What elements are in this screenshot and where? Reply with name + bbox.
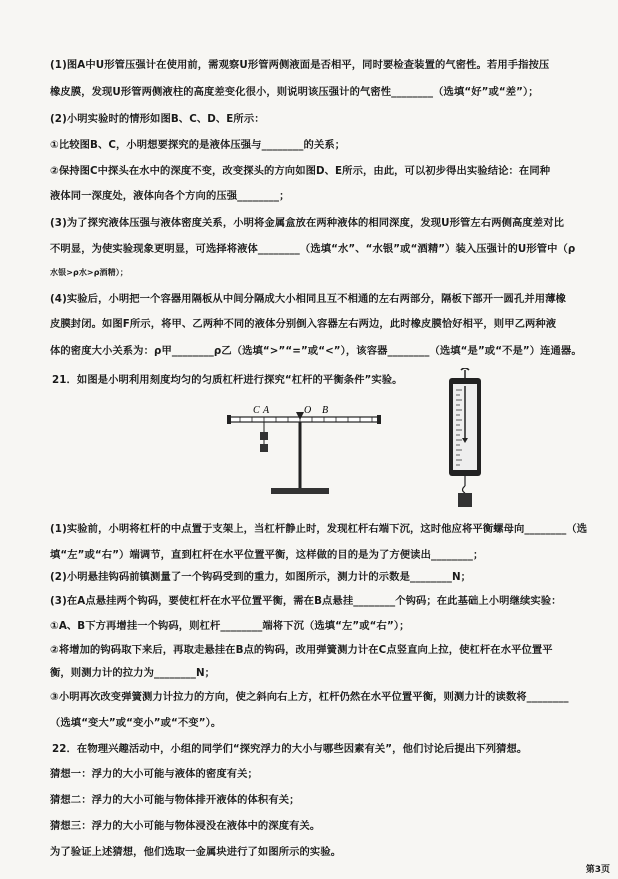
q22-hypothesis-2: 猜想二：浮力的大小可能与物体排开液体的体积有关； bbox=[50, 794, 300, 806]
q20-line-9: 水银>ρ水>ρ酒精）； bbox=[50, 268, 128, 277]
q20-line-7: (3)为了探究液体压强与液体密度关系，小明将金属盒放在两种液体的相同深度，发现U形管左右两侧高度差对比 bbox=[50, 217, 564, 229]
q22-hypothesis-1: 猜想一：浮力的大小可能与液体的密度有关； bbox=[50, 768, 258, 780]
page-number: 第3页 bbox=[585, 865, 610, 875]
q20-line-1: (1)图A中U形管压强计在使用前，需观察U形管两侧液面是否相平，同时要检查装置的气密性。若用手指按压 bbox=[50, 59, 550, 71]
q20-line-10: (4)实验后，小明把一个容器用隔板从中间分隔成大小相同且互不相通的左右两部分，隔板下部开一圆孔并用薄橡 bbox=[50, 293, 566, 305]
q21-intro: 21．如图是小明利用刻度均匀的匀质杠杆进行探究“杠杆的平衡条件”实验。 bbox=[52, 374, 403, 386]
q20-line-3: (2)小明实验时的情形如图B、C、D、E所示： bbox=[50, 113, 265, 125]
q22-line-last: 为了验证上述猜想，他们选取一金属块进行了如图所示的实验。 bbox=[50, 846, 342, 858]
q20-line-12: 体的密度大小关系为：ρ甲________ρ乙（选填“>”“=”或“<”），该容器________（选填“是”或“不是”）连通器。 bbox=[50, 345, 582, 357]
q20-line-6: 液体同一深度处，液体向各个方向的压强________； bbox=[50, 190, 290, 202]
q21-line-4: (3)在A点悬挂两个钩码，要使杠杆在水平位置平衡，需在B点悬挂________个钩码；在此基础上小明继续实验： bbox=[50, 595, 562, 607]
q20-line-5: ②保持图C中探头在水中的深度不变，改变探头的方向如图D、E所示，由此，可以初步得出实验结论：在同种 bbox=[50, 165, 551, 177]
q21-line-1: (1)实验前，小明将杠杆的中点置于支架上，当杠杆静止时，发现杠杆右端下沉，这时他应将平衡螺母向________（选 bbox=[50, 523, 588, 535]
lever-label-a: A bbox=[263, 405, 270, 416]
q20-line-2: 橡皮膜，发现U形管两侧液柱的高度差变化很小，则说明该压强计的气密性________（选填“好”或“差”）； bbox=[50, 86, 539, 98]
q21-line-9: （选填“变大”或“变小”或“不变”）。 bbox=[50, 717, 222, 729]
lever-label-c: C bbox=[253, 405, 260, 416]
lever-figure bbox=[225, 400, 385, 500]
q20-line-8: 不明显，为使实验现象更明显，可选择将液体________（选填“水”、“水银”或“酒精”）装入压强计的U形管中（ρ bbox=[50, 243, 576, 255]
q22-hypothesis-3: 猜想三：浮力的大小可能与物体浸没在液体中的深度有关。 bbox=[50, 820, 321, 832]
q20-line-4: ①比较图B、C，小明想要探究的是液体压强与________的关系； bbox=[50, 139, 346, 151]
q21-line-6: ②将增加的钩码取下来后，再取走悬挂在B点的钩码，改用弹簧测力计在C点竖直向上拉，使杠杆在水平位置平 bbox=[50, 644, 553, 656]
q21-line-7: 衡，则测力计的拉力为________N； bbox=[50, 667, 216, 679]
q21-line-5: ①A、B下方再增挂一个钩码，则杠杆________端将下沉（选填“左”或“右”）； bbox=[50, 620, 410, 632]
lever-label-b: B bbox=[322, 405, 329, 416]
q21-line-2: 填“左”或“右”）端调节，直到杠杆在水平位置平衡，这样做的目的是为了方便读出________； bbox=[50, 549, 484, 561]
spring-scale-figure bbox=[440, 368, 490, 513]
q22-intro: 22．在物理兴趣活动中，小组的同学们“探究浮力的大小与哪些因素有关”，他们讨论后提出下列猜想。 bbox=[52, 743, 528, 755]
q21-line-3: (2)小明悬挂钩码前镇测量了一个钩码受到的重力，如图所示，测力计的示数是________N； bbox=[50, 571, 472, 583]
q21-line-8: ③小明再次改变弹簧测力计拉力的方向，使之斜向右上方，杠杆仍然在水平位置平衡，则测力计的读数将________ bbox=[50, 691, 569, 703]
lever-label-o: O bbox=[304, 405, 312, 416]
q20-line-11: 皮膜封闭。如图F所示，将甲、乙两种不同的液体分别倒入容器左右两边，此时橡皮膜恰好相平，则甲乙两种液 bbox=[50, 318, 557, 330]
